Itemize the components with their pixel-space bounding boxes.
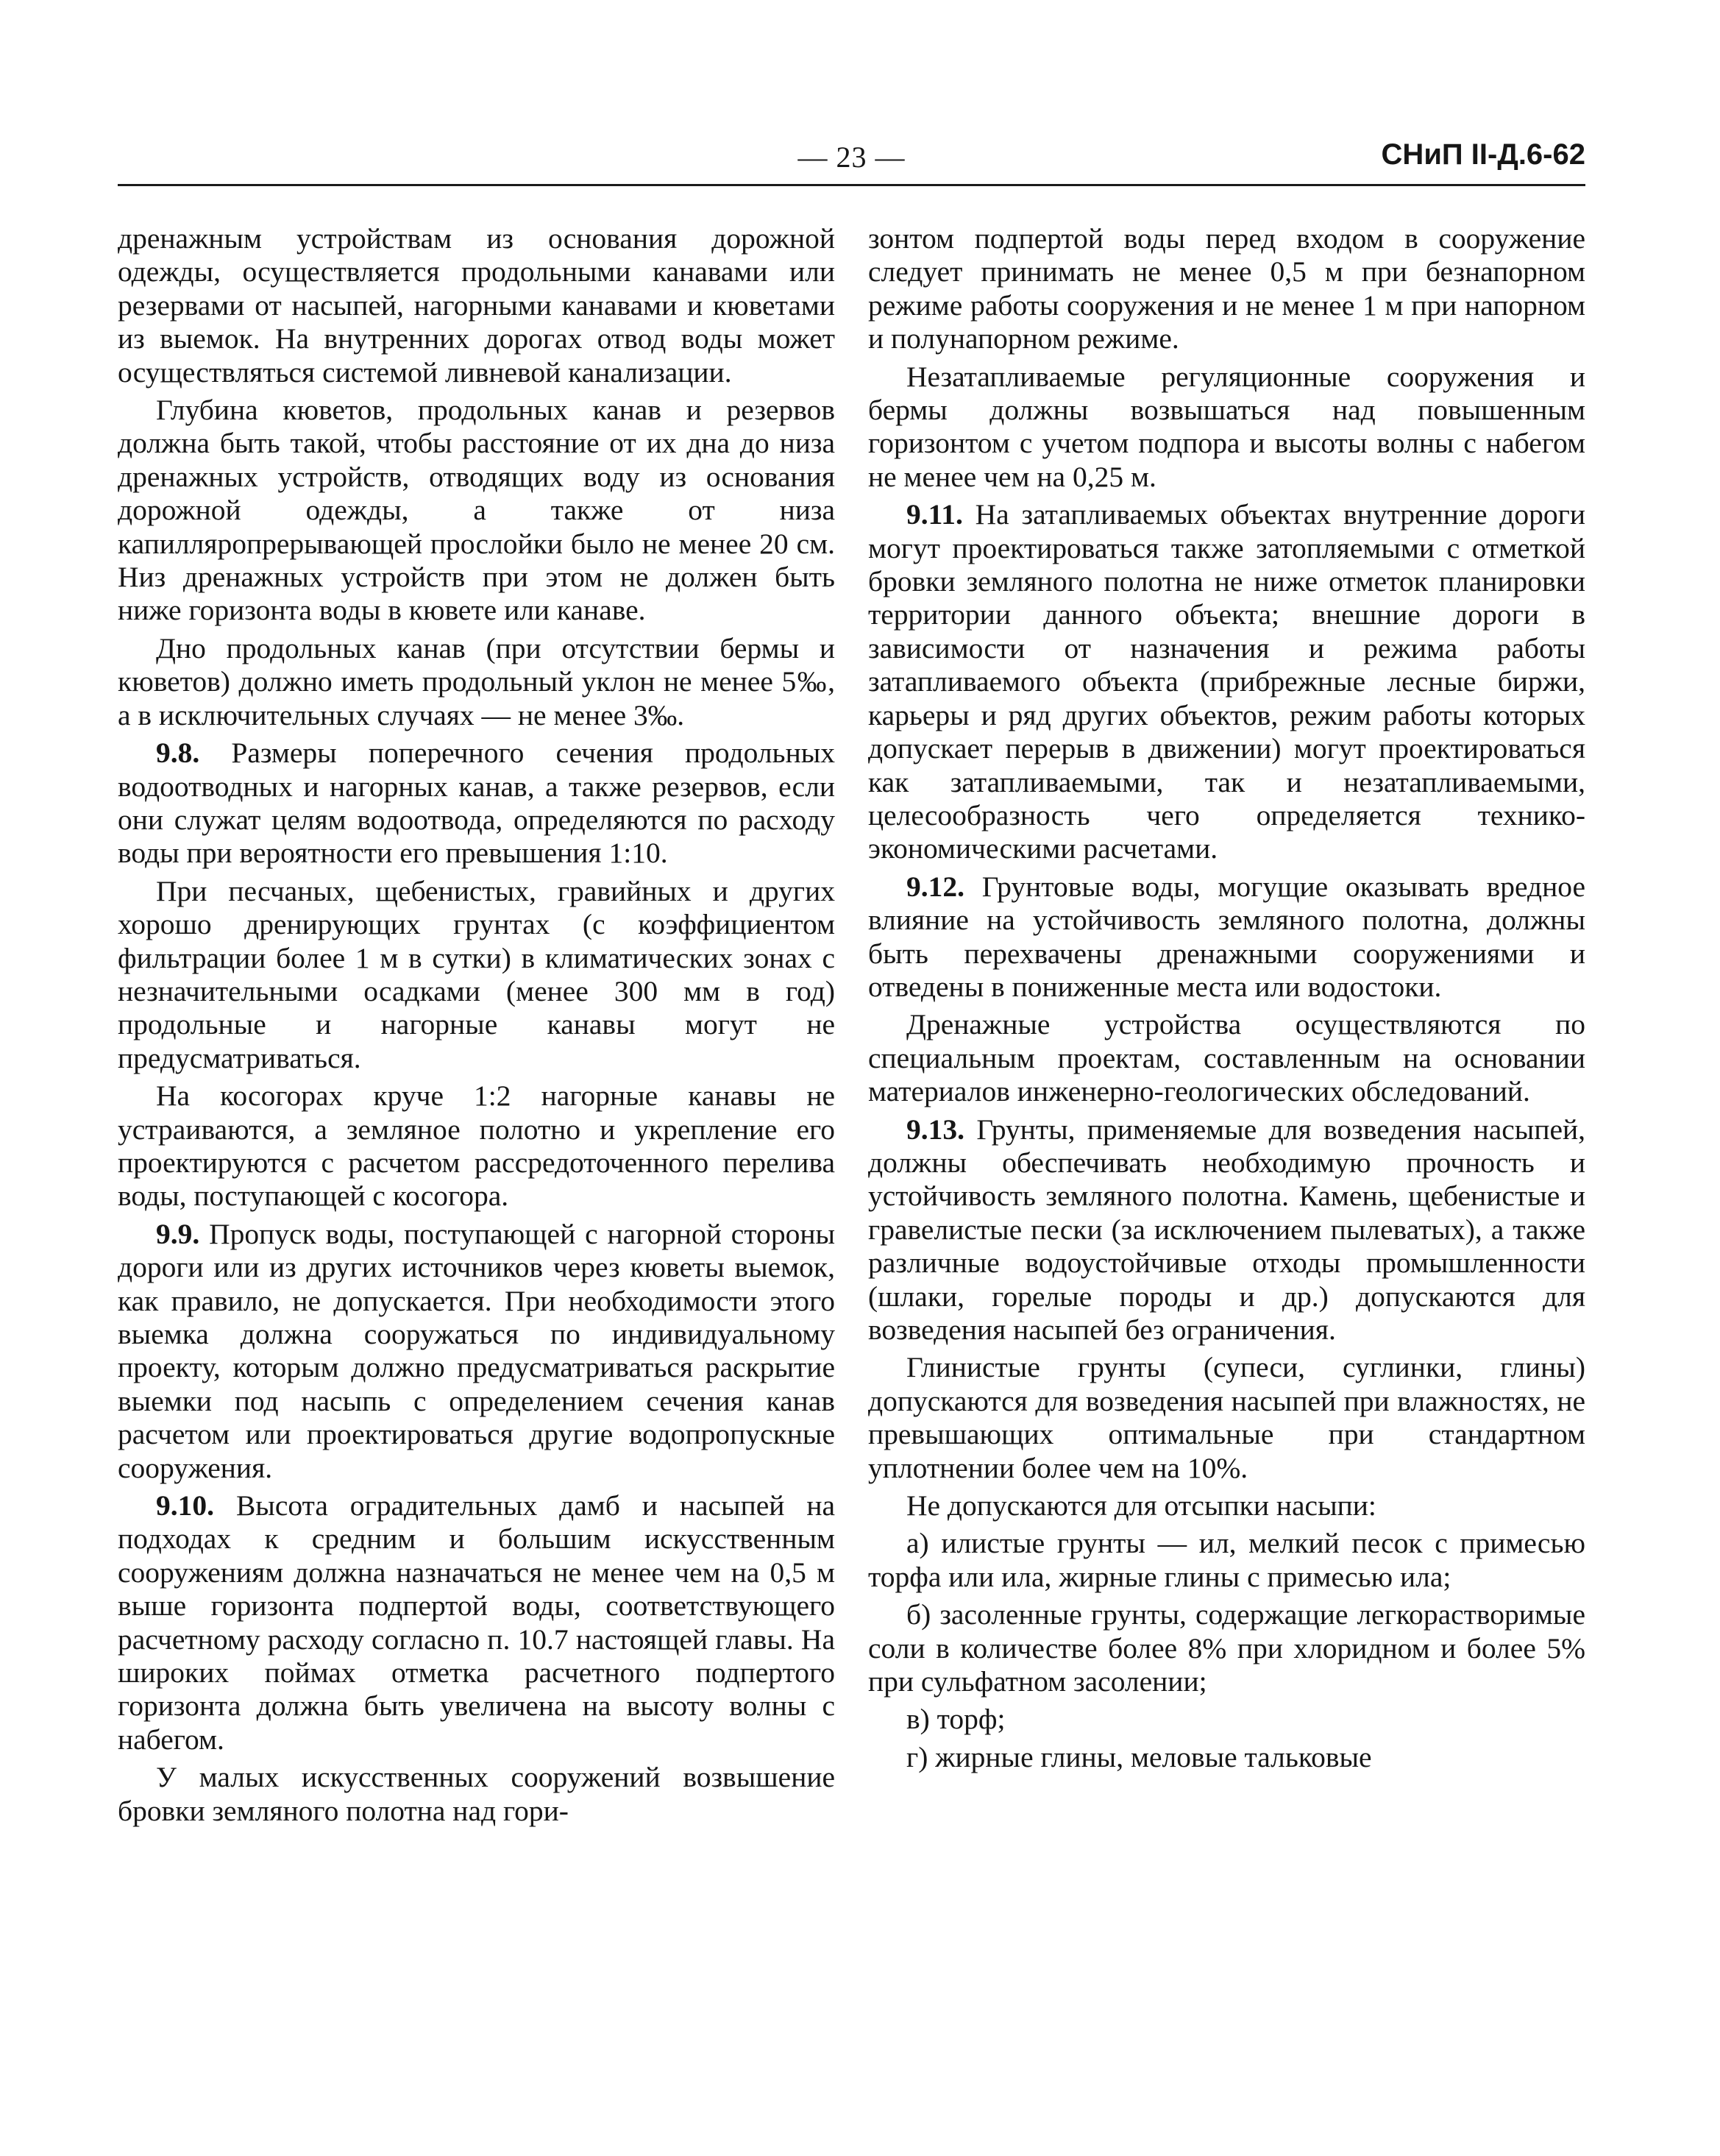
paragraph-text: б) засоленные грунты, содержащие легкорастворимые соли в количестве более 8% при хлоридном и более 5% при сульфатном засолении; xyxy=(868,1598,1585,1698)
paragraph-text: зонтом подпертой воды перед входом в сооружение следует принимать не менее 0,5 м при безнапорном режиме работы сооружения и не менее 1 м при напорном и полунапорном режиме. xyxy=(868,222,1585,355)
paragraph-text: Пропуск воды, поступающей с нагорной стороны дороги или из других источников через кюветы выемок, как правило, не допускается. При необходимости этого выемка должна сооружаться по индивидуальному проекту, которым должно предусматриваться раскрытие выемки под насыпь с определением сечения канав расчетом или проектироваться другие водопропускные сооружения. xyxy=(118,1217,836,1484)
paragraph-text: На затапливаемых объектах внутренние дороги могут проектироваться также затопляемыми с отметкой бровки земляного полотна не ниже отметок планировки территории данного объекта; внешние дороги в зависимости от назначения и режима работы затапливаемого объекта (прибрежные лесные биржи, карьеры и ряд других объектов, режим работы которых допускает перерыв в движении) могут проектироваться как затапливаемыми, так и незатапливаемыми, целесообразность чего определяется технико-экономическими расчетами. xyxy=(868,498,1585,865)
clause-number: 9.10. xyxy=(156,1489,214,1522)
clause-number: 9.12. xyxy=(906,870,964,903)
paragraph-text: Дренажные устройства осуществляются по специальным проектам, составленным на основании материалов инженерно-геологических обследований. xyxy=(868,1008,1585,1108)
paragraph-text: в) торф; xyxy=(906,1703,1006,1736)
paragraph xyxy=(868,870,1585,1004)
clause-number: 9.9. xyxy=(156,1217,200,1250)
paragraph-text: Не допускаются для отсыпки насыпи: xyxy=(906,1489,1376,1522)
paragraph-text: Глубина кюветов, продольных канав и резервов должна быть такой, чтобы расстояние от их дна до низа дренажных устройств, отводящих воду из основания дорожной одежды, а также от низа капилляропрерывающей прослойки было не менее 20 см. Низ дренажных устройств при этом не должен быть ниже горизонта воды в кювете или канаве. xyxy=(118,394,835,627)
paragraph xyxy=(868,1741,1585,1774)
page-header xyxy=(118,138,1585,180)
paragraph xyxy=(868,361,1585,494)
document-code: СНиП II-Д.6-62 xyxy=(1381,138,1585,171)
paragraph-text: а) илистые грунты — ил, мелкий песок с примесью торфа или ила, жирные глины с примесью ила; xyxy=(868,1527,1585,1593)
paragraph xyxy=(868,222,1585,356)
paragraph-text: Грунты, применяемые для возведения насыпей, должны обеспечивать необходимую прочность и устойчивость земляного полотна. Камень, щебенистые и гравелистые пески (за исключением пылеватых), а также различные водоустойчивые отходы промышленности (шлаки, горелые породы и др.) допускаются для возведения насыпей без ограничения. xyxy=(868,1113,1586,1346)
paragraph xyxy=(868,1008,1585,1108)
paragraph xyxy=(118,875,835,1075)
page-number: — 23 — xyxy=(797,141,906,174)
paragraph-text: На косогорах круче 1:2 нагорные канавы не устраиваются, а земляное полотно и укрепление его проектируются с расчетом рассредоточенного перелива воды, поступающей с косогора. xyxy=(118,1079,835,1213)
clause-number: 9.8. xyxy=(156,737,200,770)
paragraph xyxy=(868,1113,1585,1347)
paragraph-text: г) жирные глины, меловые тальковые xyxy=(906,1740,1372,1773)
right-column xyxy=(868,222,1585,1779)
paragraph xyxy=(868,1703,1585,1736)
paragraph xyxy=(118,222,835,389)
paragraph-text: Незатапливаемые регуляционные сооружения и бермы должны возвышаться над повышенным горизонтом с учетом подпора и высоты волны с набегом не менее чем на 0,25 м. xyxy=(868,360,1585,493)
paragraph-text: У малых искусственных сооружений возвышение бровки земляного полотна над гори- xyxy=(118,1761,835,1827)
paragraph xyxy=(118,1489,835,1756)
paragraph xyxy=(118,1761,835,1828)
paragraph xyxy=(868,498,1585,865)
clause-number: 9.13. xyxy=(906,1113,964,1146)
left-column xyxy=(118,222,835,1832)
paragraph xyxy=(868,1527,1585,1594)
paragraph xyxy=(118,632,835,732)
paragraph-text: При песчаных, щебенистых, гравийных и других хорошо дренирующих грунтах (с коэффициентом фильтрации более 1 м в сутки) в климатических зонах с незначительными осадками (менее 300 мм в год) продольные и нагорные канавы могут не предусматриваться. xyxy=(118,874,835,1074)
paragraph xyxy=(868,1489,1585,1522)
paragraph xyxy=(118,1079,835,1213)
paragraph xyxy=(118,1218,835,1485)
paragraph-text: Размеры поперечного сечения продольных водоотводных и нагорных канав, а также резервов, если они служат целям водоотвода, определяются по расходу воды при вероятности его превышения 1:10. xyxy=(118,737,836,870)
paragraph-text: Высота оградительных дамб и насыпей на подходах к средним и большим искусственным сооружениям должна назначаться не менее чем на 0,5 м выше горизонта подпертой воды, соответствующего расчетному расходу согласно п. 10.7 настоящей главы. На широких поймах отметка расчетного подпертого горизонта должна быть увеличена на высоту волны с набегом. xyxy=(118,1489,836,1756)
paragraph-text: Дно продольных канав (при отсутствии бермы и кюветов) должно иметь продольный уклон не менее 5‰, а в исключительных случаях — не менее 3‰. xyxy=(118,631,835,731)
paragraph xyxy=(868,1598,1585,1698)
paragraph-text: Грунтовые воды, могущие оказывать вредное влияние на устойчивость земляного полотна, должны быть перехвачены дренажными сооружениями и отведены в пониженные места или водостоки. xyxy=(868,870,1586,1003)
header-rule xyxy=(118,184,1585,186)
paragraph xyxy=(118,737,835,870)
paragraph-text: дренажным устройствам из основания дорожной одежды, осуществляется продольными канавами или резервами от насыпей, нагорными канавами и кюветами из выемок. На внутренних дорогах отвод воды может осуществляться системой ливневой канализации. xyxy=(118,222,835,389)
paragraph-text: Глинистые грунты (супеси, суглинки, глины) допускаются для возведения насыпей при влажностях, не превышающих оптимальные при стандартном уплотнении более чем на 10%. xyxy=(868,1351,1585,1484)
paragraph xyxy=(868,1351,1585,1485)
clause-number: 9.11. xyxy=(906,498,963,531)
paragraph xyxy=(118,394,835,628)
